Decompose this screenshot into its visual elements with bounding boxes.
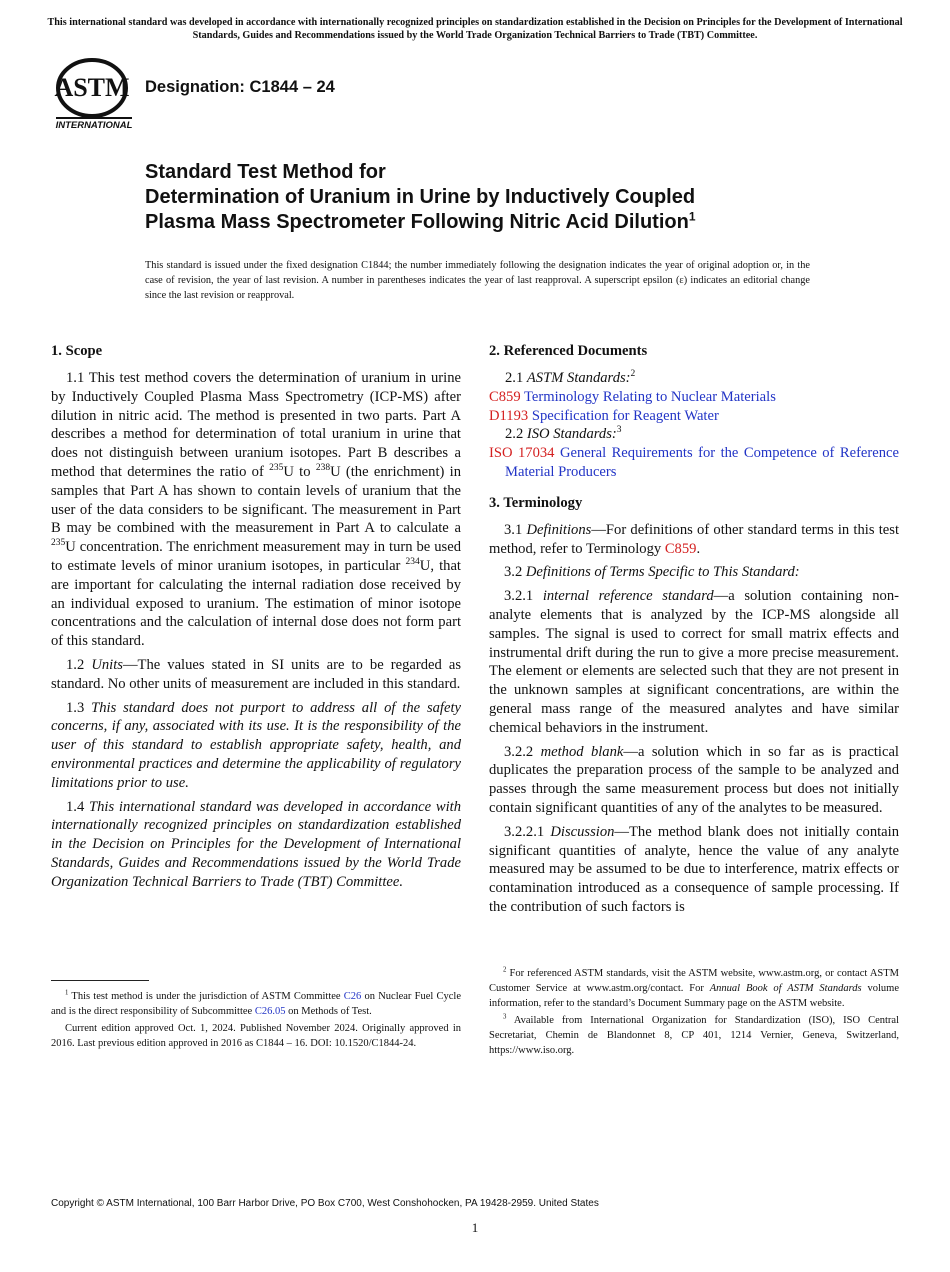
title-line-3: Plasma Mass Spectrometer Following Nitric Acid Dilution$^1$ — [145, 209, 696, 233]
reference-iso-17034[interactable]: ISO 17034 General Requirements for the Competence of Reference Material Producers — [489, 445, 899, 480]
title-line-1: Standard Test Method for — [145, 161, 386, 183]
copyright-line: Copyright © ASTM International, 100 Barr Harbor Drive, PO Box C700, West Conshohocken, PA 19428-2959. United States — [51, 1198, 599, 1209]
scope-heading: 1. Scope — [51, 343, 103, 359]
term-3-1: 3.1 Definitions—For definitions of other standard terms in this test method, refer to Terminology C859. — [489, 521, 899, 557]
footnote-3: $^3$ Available from International Organization for Standardization (ISO), ISO Central Secretariat, Chemin de Blandonnet 8, CP 401, 1214 Vernier, Geneva, Switzerland, https://www.iso.org. — [489, 1013, 899, 1056]
scope-1-4: 1.4 This international standard was developed in accordance with internationally recognized principles on standardization established in the Decision on Principles for the Development of International Standards, Guides and Recommendations issued by the World Trade Organization Technical Barriers to Trade (TBT) Committee. — [51, 798, 462, 890]
astm-standards-heading: 2.1 ASTM Standards:$^2$ — [505, 369, 636, 386]
astm-logo — [52, 56, 136, 132]
footnotes-right — [489, 966, 899, 1060]
committee-link-c26[interactable]: C26 — [343, 991, 362, 1002]
logo-subtext: INTERNATIONAL — [55, 120, 133, 131]
subcommittee-link-c26-05[interactable]: C26.05 — [254, 1006, 286, 1017]
title-line-2: Determination of Uranium in Urine by Inductively Coupled — [145, 186, 696, 208]
terminology-heading: 3. Terminology — [489, 494, 583, 511]
iso-standards-heading: 2.2 ISO Standards:$^3$ — [505, 425, 622, 443]
scope-1-2: 1.2 Units—The values stated in SI units are to be regarded as standard. No other units of measurement are included in this standard. — [51, 656, 461, 692]
footnote-2: $^2$ For referenced ASTM standards, visit the ASTM website, www.astm.org, or contact ASTM Customer Service at www.astm.org/contact. For Annual Book of ASTM Standards volume information, refer to the standard’s Document Summary page on the ASTM website. — [489, 966, 900, 1009]
term-3-2-1: 3.2.1 internal reference standard—a solution containing non-analyte elements that is analyzed by the ICP-MS alongside all samples. The signal is used to correct for small matrix effects and instrumental drift during the run to give a more precise measurement. The element or elements are selected such that they are not present in the unknown samples at significant concentrations, are within the general mass range of the measured analytes and have similar chemical behaviors in the instrument. — [489, 588, 899, 736]
issuance-note: This standard is issued under the fixed designation C1844; the number immediately following the designation indicates the year of original adoption or, in the case of revision, the year of last revision. A number in parentheses indicates the year of last reapproval. A superscript epsilon (ε) indicates an editorial change since the last revision or reapproval. — [145, 260, 810, 301]
document-title — [145, 160, 845, 235]
footnote-rule — [51, 980, 149, 981]
scope-1-3: 1.3 This standard does not purport to address all of the safety concerns, if any, associated with its use. It is the responsibility of the user of this standard to establish appropriate safety, health, and environmental practices and determine the applicability of regulatory limitations prior to use. — [51, 699, 461, 791]
reference-c859[interactable]: C859 Terminology Relating to Nuclear Materials — [489, 388, 776, 405]
term-3-2-2: 3.2.2 method blank—a solution which in so far as is practical duplicates the preparation process of the sample to be analyzed and passes through the same measurement process but does not initially contain significant quantities of any of the analytes to be measured. — [489, 743, 899, 816]
astm-logo-mark — [52, 56, 136, 132]
term-3-2-2-1: 3.2.2.1 Discussion—The method blank does not initially contain significant quantities of analyte, hence the value of any analyte measured may be assumed to be due to interference, matrix effects or contamination introduced as a consequence of sample processing. If the contribution of such factors is — [489, 823, 899, 915]
page-number: 1 — [471, 1220, 479, 1235]
logo-text: ASTM — [54, 73, 130, 102]
reference-d1193[interactable]: D1193 Specification for Reagent Water — [489, 407, 719, 424]
right-column — [489, 342, 899, 922]
referenced-documents-heading: 2. Referenced Documents — [489, 343, 648, 359]
term-3-2: 3.2 Definitions of Terms Specific to This Standard: — [504, 564, 800, 581]
tbt-notice: This international standard was developed in accordance with internationally recognized principles on standardization established in the Decision on Principles for the Development of International Standards, Guides and Recommendations issued by the World Trade Organization Technical Barriers to Trade (TBT) Committee. — [47, 17, 903, 41]
footnote-1: $^1$ This test method is under the jurisdiction of ASTM Committee C26 on Nuclear Fuel Cycle and is the direct responsibility of Subcommittee C26.05 on Methods of Test. — [51, 989, 462, 1017]
title-footnote-mark: 1 — [688, 209, 696, 224]
left-column — [51, 342, 461, 897]
scope-1-1: 1.1 This test method covers the determination of uranium in urine by Inductively Coupled Plasma Mass Spectrometry (ICP-MS) after dilution in nitric acid. The method is presented in two parts. Part A describes a method for determination of total uranium in urine that does not distinguish between uranium isotopes. Part B describes a method that determines the ratio of $^{235}$U to $^{238}$U (the enrichment) in samples that Part A has shown to contain levels of uranium that the user of the data considers to be significant. The measurement in Part B may be combined with the measurement in Part A to calculate a $^{235}$U concentration. The enrichment measurement may in turn be used to estimate levels of minor uranium isotopes, in particular $^{234}$U, that are important for calculating the internal radiation dose received by an individual exposed to uranium. The estimation of minor isotope concentrations and the calculation of internal dose does not form part of this standard. — [51, 370, 461, 650]
footnotes-left — [51, 980, 461, 1053]
terminology-link-c859[interactable]: C859 — [664, 540, 697, 557]
designation: Designation: C1844 – 24 — [145, 78, 335, 96]
footnote-1-edition: Current edition approved Oct. 1, 2024. Published November 2024. Originally approved in 2016. Last previous edition approved in 2016 as C1844 – 16. DOI: 10.1520/C1844-24. — [51, 1023, 461, 1049]
